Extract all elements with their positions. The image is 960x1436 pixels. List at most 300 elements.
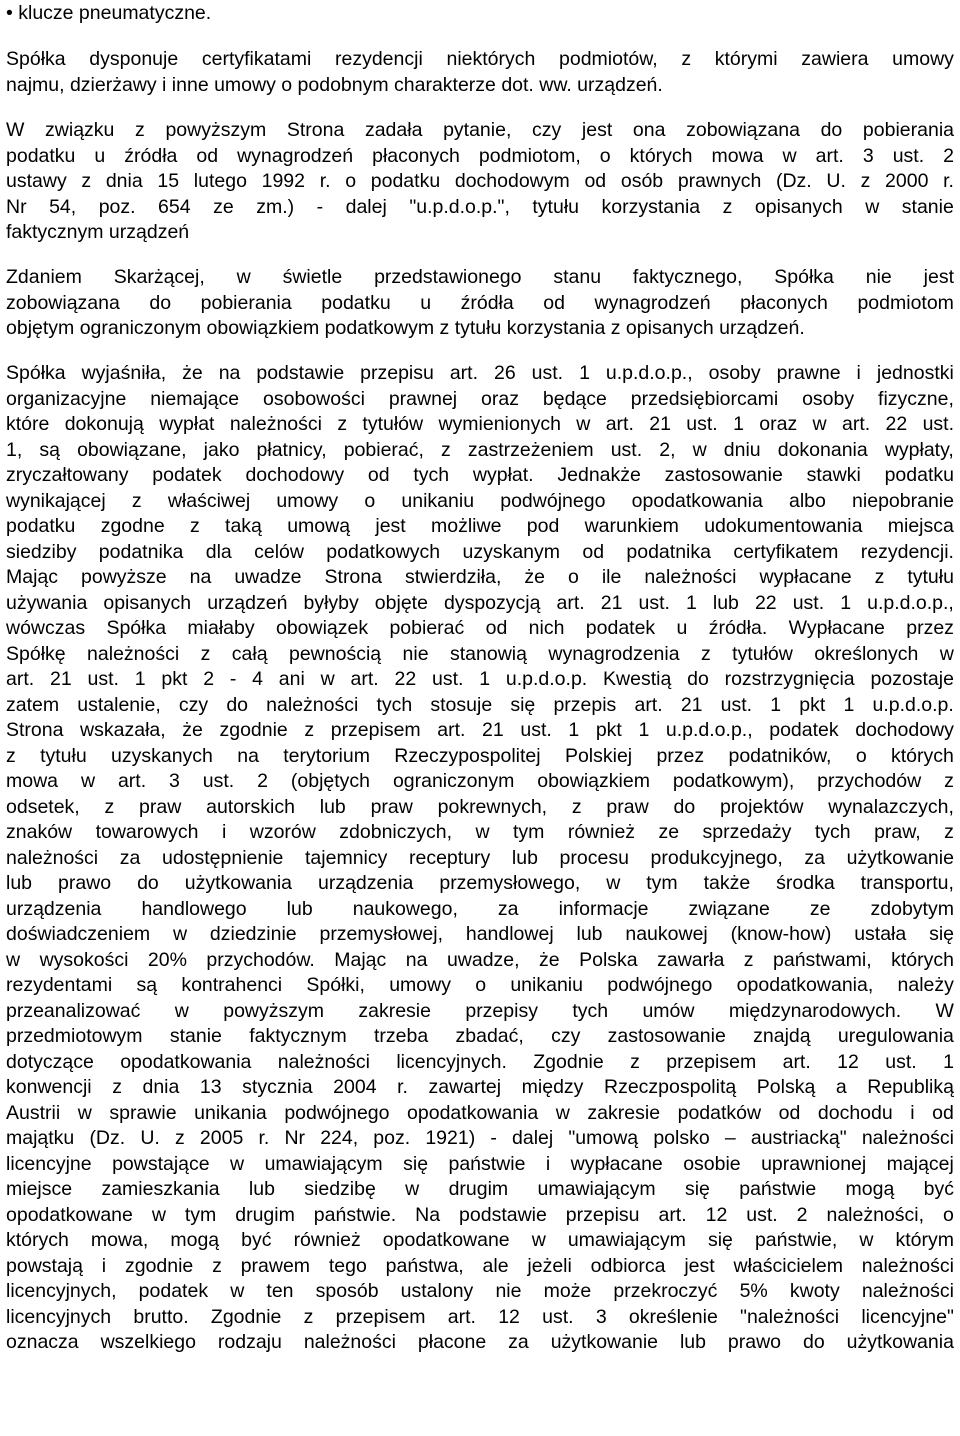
word: praw: [139, 796, 182, 818]
word: zdobniczych,: [339, 821, 453, 843]
word: zastosowanie: [607, 1025, 726, 1047]
word: podwójnego: [500, 490, 606, 512]
word: "u.p.d.o.p.",: [409, 196, 510, 218]
word: 5%: [739, 1280, 768, 1302]
word: wszelkiego: [100, 1331, 196, 1353]
text-line: [6, 819, 954, 845]
word: wynalazczych,: [828, 796, 954, 818]
word: Na: [415, 1204, 441, 1226]
word: się: [707, 1229, 733, 1251]
word: płaconych: [372, 145, 460, 167]
word: konwencji: [6, 1076, 92, 1098]
word: dokonania: [777, 439, 868, 461]
word: ust.: [87, 668, 119, 690]
word: produkcyjnego,: [650, 847, 783, 869]
word: 2,: [659, 439, 676, 461]
word: z: [131, 490, 142, 512]
word: i: [910, 1102, 915, 1124]
word: Skarżącej,: [113, 266, 205, 288]
word: wynagrodzeń: [237, 145, 354, 167]
word: Wypłacane: [788, 617, 885, 639]
word: pozostaje: [870, 668, 954, 690]
word: podatek: [585, 617, 656, 639]
word: przemysłowego,: [439, 872, 581, 894]
word: od: [778, 1102, 801, 1124]
word: w: [236, 266, 251, 288]
word: -: [229, 668, 237, 690]
word: u.p.d.o.p.,: [867, 592, 954, 614]
word: wymienionych: [438, 413, 561, 435]
word: Zgodnie: [533, 1051, 604, 1073]
word: art.: [449, 362, 479, 384]
word: Nr: [6, 196, 27, 218]
text-line: [6, 1049, 954, 1075]
word: stycznia: [242, 1076, 313, 1098]
word: użytkowanie: [550, 1331, 658, 1353]
word: prawo: [57, 872, 112, 894]
word: i: [101, 1255, 107, 1277]
text-line: [6, 564, 954, 590]
word: państwie: [739, 1178, 817, 1200]
word: podstawie: [459, 1204, 547, 1226]
word: płaconych: [740, 292, 828, 314]
word: należności: [229, 413, 322, 435]
word: Spółkę: [6, 643, 66, 665]
word: unikania: [194, 1102, 267, 1124]
word: w: [692, 439, 707, 461]
word: do: [137, 872, 159, 894]
word: umową: [287, 515, 351, 537]
word: podatkowych: [326, 541, 441, 563]
word: U.: [140, 1127, 160, 1149]
word: tytułu: [532, 196, 579, 218]
word: 54,: [49, 196, 77, 218]
text-line: [6, 1253, 954, 1279]
word: uwadze,: [446, 949, 520, 971]
word: 1: [685, 592, 697, 614]
word: w: [606, 872, 621, 894]
word: art.: [556, 592, 585, 614]
word: uwadze: [234, 566, 302, 588]
text-line: [6, 1151, 954, 1177]
word: certyfikatami: [201, 48, 312, 70]
word: u.p.d.o.p.,: [605, 362, 693, 384]
word: byłyby: [303, 592, 359, 614]
word: prawne: [776, 362, 841, 384]
word: przychodów.: [206, 949, 315, 971]
word: do: [687, 668, 709, 690]
word: o: [855, 745, 867, 767]
word: Zdaniem: [6, 266, 82, 288]
word: osoby: [802, 388, 855, 410]
word: 2004: [333, 1076, 377, 1098]
word: ten: [266, 1280, 294, 1302]
word: również: [293, 1229, 361, 1251]
word: państwie,: [754, 1229, 838, 1251]
word: procesu: [559, 847, 629, 869]
word: organizacyjne: [6, 388, 127, 410]
word: w: [812, 413, 827, 435]
word: miejsca: [887, 515, 954, 537]
word: z: [743, 949, 754, 971]
word: ust.: [531, 362, 564, 384]
word: art.: [841, 413, 871, 435]
word: pkt: [161, 668, 188, 690]
word: w: [172, 923, 188, 945]
word: lutego: [193, 170, 247, 192]
word: należności: [861, 1280, 954, 1302]
word: lub: [6, 872, 33, 894]
word: lub: [712, 592, 739, 614]
word: należności: [644, 566, 737, 588]
word: tytułu: [40, 745, 87, 767]
word: oraz: [759, 413, 798, 435]
word: towarowych: [95, 821, 199, 843]
word: licencyjnych: [6, 1306, 112, 1328]
word: przez: [906, 617, 954, 639]
word: umawiającym: [264, 1153, 383, 1175]
word: nich: [528, 617, 565, 639]
word: zawiera: [801, 48, 869, 70]
word: 2: [203, 668, 215, 690]
word: zobowiązana: [6, 292, 120, 314]
word: tym: [184, 1204, 217, 1226]
word: podmiotom,: [478, 145, 581, 167]
word: r.: [258, 1127, 270, 1149]
word: z: [189, 515, 200, 537]
word: państwami,: [773, 949, 872, 971]
word: podatnika: [98, 541, 184, 563]
word: w: [939, 643, 954, 665]
word: lub: [511, 847, 538, 869]
word: i: [545, 1153, 551, 1175]
word: licencyjne: [6, 1153, 92, 1175]
word: że: [182, 719, 203, 741]
word: Polska: [579, 949, 638, 971]
word: 1: [638, 719, 650, 741]
word: taką: [225, 515, 262, 537]
word: na: [218, 362, 241, 384]
text-line: [6, 1074, 954, 1100]
word: ani: [278, 668, 305, 690]
word: o: [599, 145, 611, 167]
word: ust.: [520, 719, 552, 741]
word: 1: [568, 719, 580, 741]
word: znajdą: [753, 1025, 811, 1047]
text-line: [6, 1278, 954, 1304]
word: (Dz.: [775, 170, 812, 192]
word: być: [923, 1178, 954, 1200]
word: 1: [733, 413, 744, 435]
word: (know-how): [730, 923, 832, 945]
word: licencyjnych.: [396, 1051, 507, 1073]
word: powyższym: [165, 119, 267, 141]
word: u.p.d.o.p.: [872, 694, 954, 716]
word: handlowego: [141, 898, 247, 920]
word: tych: [413, 464, 450, 486]
word: pobierać: [389, 617, 465, 639]
word: naukowego,: [352, 898, 458, 920]
word: handlowej: [465, 923, 554, 945]
word: tych: [814, 821, 851, 843]
word: na: [405, 949, 428, 971]
text-line: [6, 947, 954, 973]
text-line: [6, 1100, 954, 1126]
word: z: [630, 1051, 640, 1073]
word: ustała: [854, 923, 907, 945]
word: podatku: [370, 170, 441, 192]
word: od: [543, 292, 565, 314]
word: 21: [482, 719, 504, 741]
word: i: [856, 362, 861, 384]
word: mowa: [711, 145, 764, 167]
word: że: [524, 566, 545, 588]
word: urządzenia: [317, 872, 414, 894]
word: z: [860, 170, 871, 192]
word: opisanych: [103, 592, 192, 614]
word: należności,: [826, 1204, 925, 1226]
word: 1992: [261, 170, 305, 192]
word: należności: [861, 1127, 954, 1149]
word: Rzeczpospolitą: [603, 1076, 737, 1098]
word: 22: [885, 413, 908, 435]
word: ust.: [746, 1204, 778, 1226]
word: Zgodnie: [210, 1306, 282, 1328]
word: u: [420, 292, 432, 314]
word: dyspozycją: [443, 592, 541, 614]
word: przez: [656, 745, 705, 767]
word: rezydentami: [6, 974, 113, 996]
word: oznacza: [6, 1331, 79, 1353]
word: W: [6, 119, 25, 141]
word: od: [582, 541, 605, 563]
word: austriacką": [750, 1127, 847, 1149]
word: podwójnego: [284, 1102, 390, 1124]
word: należności: [303, 1331, 396, 1353]
word: umowy: [389, 974, 451, 996]
word: 2005: [199, 1127, 244, 1149]
text-line: [6, 1227, 954, 1253]
word: podwójnego: [607, 974, 713, 996]
text-line: [6, 386, 954, 412]
word: doświadczeniem: [6, 923, 151, 945]
word: U.: [826, 170, 846, 192]
word: nie: [402, 643, 429, 665]
word: 2: [943, 145, 954, 167]
word: tych: [572, 1000, 609, 1022]
word: 21: [649, 413, 671, 435]
word: zm.): [256, 196, 295, 218]
word: dalej: [512, 1127, 554, 1149]
word: między: [521, 1076, 584, 1098]
word: 1: [134, 668, 146, 690]
word: 2: [796, 1204, 808, 1226]
word: będące: [542, 388, 607, 410]
word: z: [175, 1127, 185, 1149]
word: art.: [634, 694, 663, 716]
word: przepisu: [565, 1204, 640, 1226]
word: nie: [865, 266, 892, 288]
word: z: [681, 48, 692, 70]
word: 1: [770, 694, 782, 716]
word: i: [221, 821, 227, 843]
word: ust.: [542, 1306, 574, 1328]
word: wynikającej: [6, 490, 106, 512]
word: przepisem: [666, 1051, 757, 1073]
word: należności: [87, 643, 180, 665]
word: zobowiązana: [686, 119, 800, 141]
word: autorskich: [206, 796, 295, 818]
word: urządzeń: [207, 592, 288, 614]
word: Mając: [6, 566, 59, 588]
word: ze: [213, 196, 234, 218]
word: jako: [203, 439, 240, 461]
word: zawarła: [657, 949, 725, 971]
word: dotyczące: [6, 1051, 94, 1073]
word: środka: [776, 872, 835, 894]
word: zastosowanie: [664, 464, 783, 486]
text-line: objętym ograniczonym obowiązkiem podatkowym z tytułu korzystania z opisanych urządzeń.: [6, 317, 805, 339]
text-line: [6, 194, 954, 220]
text-line: [6, 845, 954, 871]
word: unikaniu: [401, 490, 475, 512]
word: dysponuje: [89, 48, 179, 70]
word: z: [722, 196, 733, 218]
word: art.: [6, 668, 35, 690]
word: art.: [447, 1306, 476, 1328]
word: opodatkowane: [6, 1204, 133, 1226]
word: źródła: [124, 145, 178, 167]
word: od: [196, 145, 219, 167]
word: użytkowania: [184, 872, 293, 894]
word: podatek: [138, 1280, 209, 1302]
word: możliwe: [431, 515, 502, 537]
word: nie: [495, 1280, 522, 1302]
word: właścicielem: [733, 1255, 843, 1277]
word: zadała: [364, 119, 423, 141]
word: unikaniu: [510, 974, 583, 996]
word: a: [835, 1076, 847, 1098]
word: podatku: [6, 515, 76, 537]
word: stanie: [169, 1025, 222, 1047]
word: należności: [6, 847, 99, 869]
text-line: [6, 590, 954, 616]
word: pewnością: [288, 643, 382, 665]
word: poz.: [98, 196, 136, 218]
word: za: [508, 1331, 529, 1353]
word: art.: [605, 413, 634, 435]
word: podatku: [6, 145, 76, 167]
word: "należności: [740, 1306, 840, 1328]
word: umów: [642, 1000, 695, 1022]
word: ile: [601, 566, 622, 588]
word: niepobranie: [852, 490, 954, 512]
word: Strona: [286, 119, 345, 141]
word: o: [475, 974, 487, 996]
word: w: [531, 1229, 546, 1251]
word: powstające: [112, 1153, 210, 1175]
word: Spółka: [6, 48, 66, 70]
word: praw: [606, 796, 649, 818]
word: tego: [328, 1255, 367, 1277]
word: mającej: [886, 1153, 954, 1175]
word: poz.: [373, 1127, 411, 1149]
word: licencyjnych,: [6, 1280, 117, 1302]
word: z: [135, 119, 145, 141]
word: czy: [551, 1025, 581, 1047]
word: kwoty: [789, 1280, 840, 1302]
word: art.: [350, 668, 379, 690]
word: również: [567, 821, 636, 843]
word: rodzaju: [217, 1331, 282, 1353]
word: lub: [319, 796, 346, 818]
word: umawiającym: [537, 1178, 656, 1200]
word: niemające: [150, 388, 240, 410]
word: warunkiem: [584, 515, 679, 537]
word: pkt: [595, 719, 622, 741]
text-line: [6, 539, 954, 565]
word: stosuje: [430, 694, 493, 716]
word: w: [576, 413, 591, 435]
word: określenie: [628, 1306, 718, 1328]
word: udokumentowania: [704, 515, 863, 537]
word: Kwestią: [603, 668, 672, 690]
word: objęte: [374, 592, 428, 614]
text-line: [6, 1329, 954, 1355]
word: -: [490, 1127, 497, 1149]
word: tych: [376, 694, 413, 716]
word: tym: [646, 872, 678, 894]
word: wypłacane: [759, 566, 852, 588]
word: ust.: [885, 1051, 917, 1073]
word: kontrahenci: [181, 974, 283, 996]
word: dnia: [105, 170, 143, 192]
word: do: [802, 1331, 825, 1353]
word: 21: [600, 592, 623, 614]
word: sprawie: [109, 1102, 177, 1124]
word: osobowości: [263, 388, 365, 410]
word: ust.: [922, 413, 954, 435]
word: zgodnie: [219, 719, 288, 741]
word: 2: [257, 770, 268, 792]
word: w: [405, 1178, 420, 1200]
word: powyższe: [81, 566, 167, 588]
text-line: [6, 117, 954, 143]
word: z: [6, 745, 16, 767]
word: może: [543, 1280, 592, 1302]
word: opodatkowane: [382, 1229, 510, 1251]
word: fizyczne,: [878, 388, 954, 410]
word: dniu: [723, 439, 761, 461]
word: dnia: [142, 1076, 180, 1098]
word: ust.: [610, 439, 643, 461]
word: 3: [169, 770, 180, 792]
word: państwie.: [313, 1204, 397, 1226]
word: drugim: [235, 1204, 295, 1226]
word: sposób: [315, 1280, 379, 1302]
text-line: [6, 794, 954, 820]
word: podstawie: [256, 362, 345, 384]
word: trzeba: [374, 1025, 429, 1047]
word: ustalenie,: [77, 694, 161, 716]
word: przeanalizować: [6, 1000, 141, 1022]
word: wzorów: [249, 821, 316, 843]
word: stawki: [806, 464, 861, 486]
word: rozstrzygnięcia: [724, 668, 855, 690]
word: urządzenia: [6, 898, 102, 920]
word: 1,: [6, 439, 23, 461]
word: których: [891, 745, 954, 767]
